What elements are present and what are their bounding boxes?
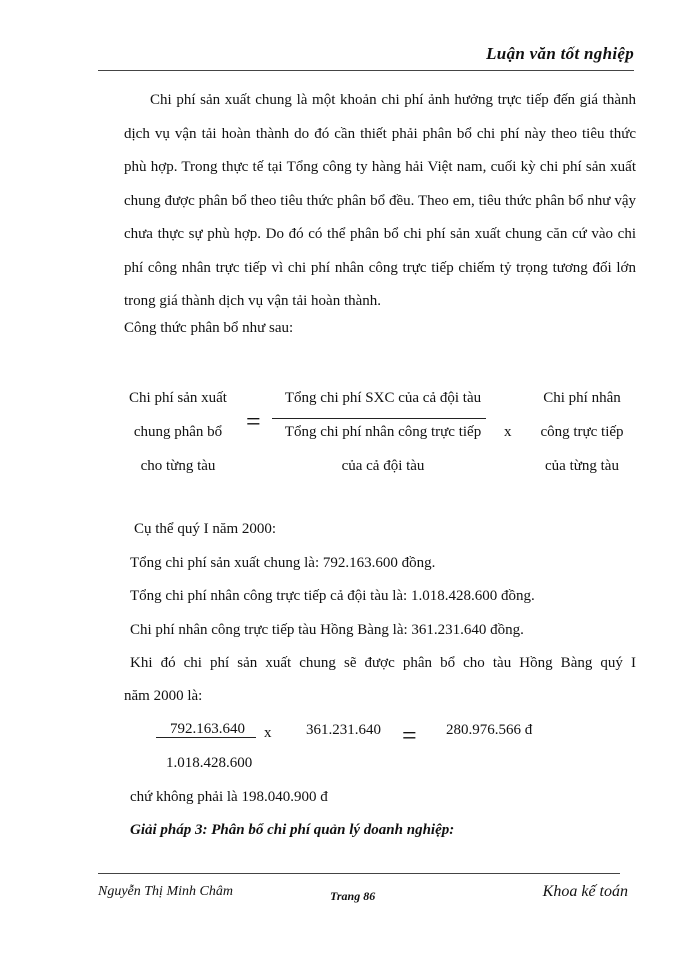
formula-right-line-2: công trực tiếp bbox=[540, 424, 624, 440]
calc-equals: = bbox=[402, 721, 417, 750]
header-rule bbox=[98, 70, 634, 71]
formula-denominator bbox=[268, 415, 498, 483]
formula-equals: = bbox=[246, 407, 261, 436]
footer-author: Nguyễn Thị Minh Châm bbox=[98, 884, 233, 899]
formula-times: x bbox=[504, 424, 512, 440]
example-line-1: Tổng chi phí sản xuất chung là: 792.163.600 đồng. bbox=[130, 555, 436, 571]
formula-denominator-line-2: của cả đội tàu bbox=[341, 458, 425, 474]
calc-times: x bbox=[264, 725, 272, 741]
calc-result: 280.976.566 đ bbox=[446, 722, 533, 738]
example-conclusion: chứ không phải là 198.040.900 đ bbox=[130, 789, 328, 805]
calc-fraction-bar bbox=[156, 737, 256, 738]
formula-denominator-line-1: Tổng chi phí nhân công trực tiếp bbox=[284, 424, 482, 440]
calc-numerator: 792.163.640 bbox=[170, 721, 245, 737]
calc-factor: 361.231.640 bbox=[306, 722, 381, 738]
footer-page-number: Trang 86 bbox=[330, 889, 376, 903]
example-line-2: Tổng chi phí nhân công trực tiếp cả đội tàu là: 1.018.428.600 đồng. bbox=[130, 588, 535, 604]
footer-department: Khoa kế toán bbox=[542, 883, 628, 900]
formula-numerator: Tổng chi phí SXC của cả đội tàu bbox=[284, 390, 482, 406]
example-line-3: Chi phí nhân công trực tiếp tàu Hồng Bàng là: 361.231.640 đồng. bbox=[130, 622, 524, 638]
formula-right-line-1: Chi phí nhân bbox=[543, 390, 621, 406]
example-line-4a: Khi đó chi phí sản xuất chung sẽ được phân bổ cho tàu Hồng Bàng quý I bbox=[130, 655, 636, 671]
formula-left bbox=[112, 381, 244, 483]
formula-intro: Công thức phân bổ như sau: bbox=[124, 320, 294, 336]
formula-right bbox=[524, 381, 640, 483]
formula-left-line-2: chung phân bổ bbox=[133, 424, 223, 440]
example-line-4b: năm 2000 là: bbox=[124, 688, 203, 704]
solution-heading: Giải pháp 3: Phân bổ chi phí quản lý doanh nghiệp: bbox=[130, 822, 455, 838]
formula-right-line-3: của từng tàu bbox=[545, 458, 619, 474]
formula-left-line-3: cho từng tàu bbox=[140, 458, 216, 474]
formula-left-line-1: Chi phí sản xuất bbox=[129, 390, 227, 406]
footer-rule bbox=[98, 873, 620, 874]
paragraph-1: Chi phí sản xuất chung là một khoản chi phí ảnh hưởng trực tiếp đến giá thành dịch vụ vận tải hoàn thành do đó cần thiết phải phân bổ chi phí này theo tiêu thức phù hợp. Trong thực tế tại Tổng công ty hàng hải Việt nam, cuối kỳ chi phí sản xuất chung được phân bổ theo tiêu thức phân bổ đều. Theo em, tiêu thức phân bổ như vậy chưa thực sự phù hợp. Do đó có thể phân bổ chi phí sản xuất chung căn cứ vào chi phí công nhân trực tiếp vì chi phí nhân công trực tiếp chiếm tỷ trọng tương đối lớn trong giá thành dịch vụ vận tải hoàn thành. bbox=[124, 92, 636, 309]
header-title: Luận văn tốt nghiệp bbox=[486, 44, 634, 63]
example-intro: Cụ thể quý I năm 2000: bbox=[134, 521, 277, 537]
calc-denominator: 1.018.428.600 bbox=[166, 755, 253, 771]
